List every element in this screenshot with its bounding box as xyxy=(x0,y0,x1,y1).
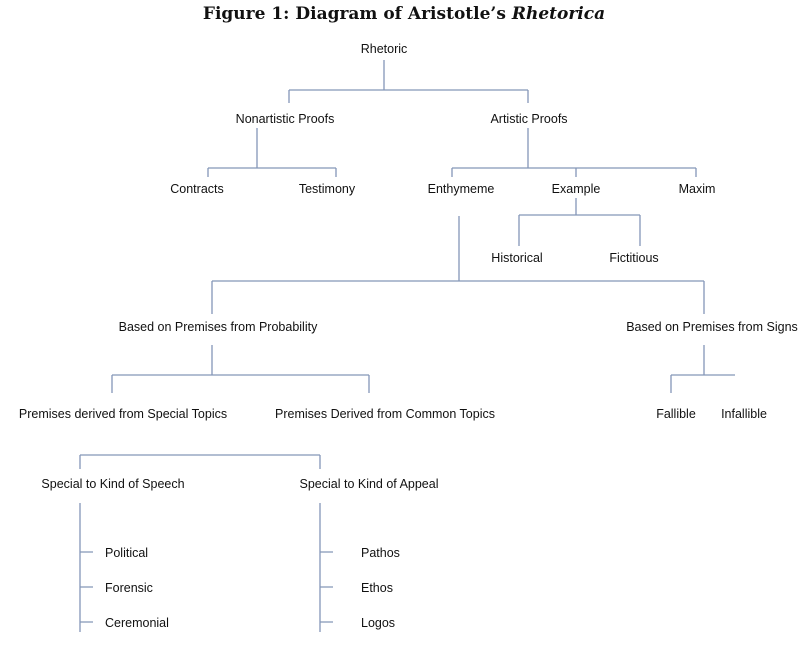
node-forensic: Forensic xyxy=(105,581,153,595)
node-enthymeme: Enthymeme xyxy=(427,182,495,196)
connector-rhetoric xyxy=(289,60,528,103)
connector-example xyxy=(519,198,640,246)
node-kind-of-speech: Special to Kind of Speech xyxy=(41,477,185,491)
node-labels xyxy=(19,42,798,630)
node-example: Example xyxy=(551,182,601,196)
node-ethos: Ethos xyxy=(361,581,393,595)
node-rhetoric: Rhetoric xyxy=(360,42,408,56)
connector-special-topics xyxy=(80,455,320,469)
connector-speech xyxy=(80,503,93,632)
node-nonartistic-proofs: Nonartistic Proofs xyxy=(235,112,335,126)
node-probability: Based on Premises from Probability xyxy=(118,320,318,334)
node-historical: Historical xyxy=(491,251,543,265)
node-infallible: Infallible xyxy=(721,407,767,421)
node-kind-of-appeal: Special to Kind of Appeal xyxy=(299,477,439,491)
node-pathos: Pathos xyxy=(361,546,400,560)
node-common-topics: Premises Derived from Common Topics xyxy=(275,407,495,421)
node-special-topics: Premises derived from Special Topics xyxy=(18,407,228,421)
connector-signs xyxy=(671,345,735,393)
node-signs: Based on Premises from Signs xyxy=(626,320,798,334)
node-political: Political xyxy=(105,546,149,560)
node-testimony: Testimony xyxy=(298,182,356,196)
connectors xyxy=(80,60,735,632)
node-artistic-proofs: Artistic Proofs xyxy=(490,112,568,126)
figure-title-italic: Rhetorica xyxy=(511,4,606,24)
figure-title-prefix: Figure 1: Diagram of Aristotle’s xyxy=(202,4,512,24)
node-logos: Logos xyxy=(361,616,396,630)
connector-probability xyxy=(112,345,369,393)
connector-enthymeme xyxy=(212,216,704,314)
node-ceremonial: Ceremonial xyxy=(105,616,169,630)
connector-appeal xyxy=(320,503,333,632)
node-fictitious: Fictitious xyxy=(609,251,659,265)
connector-artistic xyxy=(452,128,696,177)
connector-nonartistic xyxy=(208,128,336,177)
node-contracts: Contracts xyxy=(170,182,224,196)
node-maxim: Maxim xyxy=(678,182,716,196)
node-fallible: Fallible xyxy=(656,407,696,421)
